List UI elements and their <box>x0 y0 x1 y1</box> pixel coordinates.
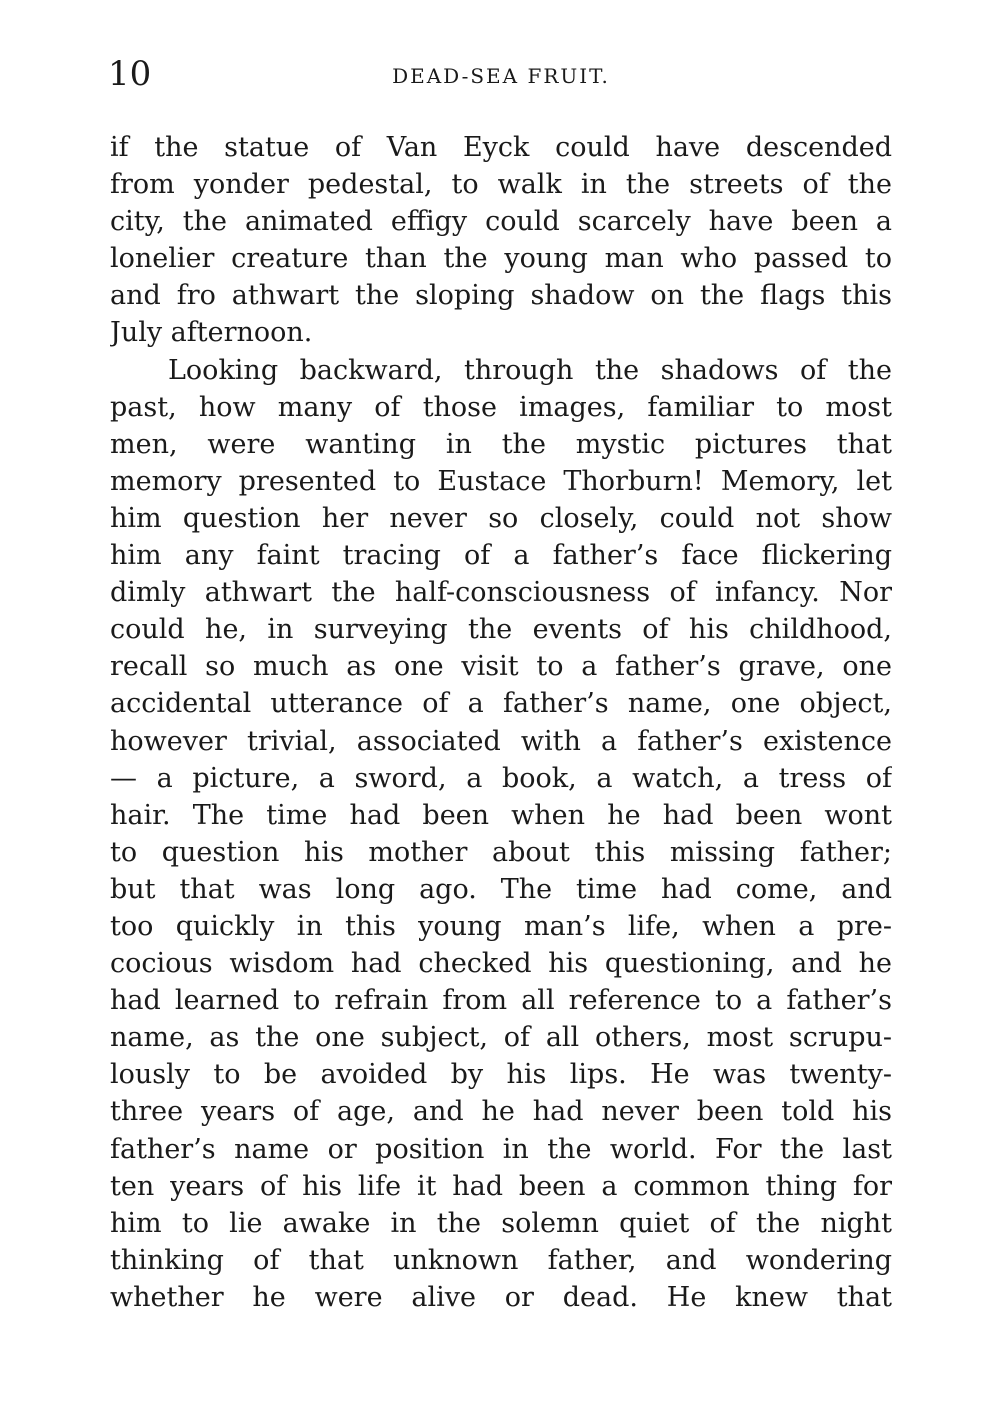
text-line: thinking of that unknown father, and wondering <box>110 1244 892 1276</box>
text-line: memory presented to Eustace Thorburn! Memory, let <box>110 465 892 497</box>
text-line: and fro athwart the sloping shadow on the flags this <box>110 280 892 312</box>
text-line: him any faint tracing of a father’s face flickering <box>110 540 892 572</box>
body-text <box>110 129 892 1316</box>
text-line: could he, in surveying the events of his childhood, <box>110 614 892 646</box>
text-line: had learned to refrain from all reference to a father’s <box>110 985 892 1017</box>
text-line: from yonder pedestal, to walk in the streets of the <box>110 169 892 201</box>
text-line: city, the animated effigy could scarcely have been a <box>110 206 892 238</box>
text-line: whether he were alive or dead. He knew that <box>110 1281 892 1313</box>
text-line: to question his mother about this missing father; <box>110 836 892 868</box>
text-line: men, were wanting in the mystic pictures that <box>110 428 892 460</box>
text-line: dimly athwart the half-consciousness of infancy. Nor <box>110 577 892 609</box>
running-title: DEAD-SEA FRUIT. <box>392 64 610 88</box>
text-line: ten years of his life it had been a common thing for <box>110 1170 892 1202</box>
text-line: recall so much as one visit to a father’s grave, one <box>110 651 892 683</box>
text-line: accidental utterance of a father’s name, one object, <box>110 688 892 720</box>
text-line: — a picture, a sword, a book, a watch, a tress of <box>110 762 892 794</box>
text-line: hair. The time had been when he had been wont <box>110 799 892 831</box>
text-line: lonelier creature than the young man who passed to <box>110 243 892 275</box>
text-line: cocious wisdom had checked his questioning, and he <box>110 948 892 980</box>
text-line: lously to be avoided by his lips. He was twenty- <box>110 1059 892 1091</box>
page-number: 10 <box>108 54 152 94</box>
text-line: too quickly in this young man’s life, when a pre- <box>110 910 892 942</box>
text-line: July afternoon. <box>110 317 313 349</box>
text-line: name, as the one subject, of all others, most scrupu- <box>110 1022 892 1054</box>
text-line: but that was long ago. The time had come, and <box>110 873 892 905</box>
text-line: him to lie awake in the solemn quiet of the night <box>110 1207 892 1239</box>
running-head <box>108 52 894 96</box>
text-line: Looking backward, through the shadows of the <box>168 354 892 386</box>
text-line: past, how many of those images, familiar to most <box>110 391 892 423</box>
text-line: him question her never so closely, could not show <box>110 502 892 534</box>
text-line: father’s name or position in the world. For the last <box>110 1133 892 1165</box>
text-line: three years of age, and he had never been told his <box>110 1096 892 1128</box>
text-line: if the statue of Van Eyck could have descended <box>110 132 892 163</box>
text-line: however trivial, associated with a father’s existence <box>110 725 892 757</box>
